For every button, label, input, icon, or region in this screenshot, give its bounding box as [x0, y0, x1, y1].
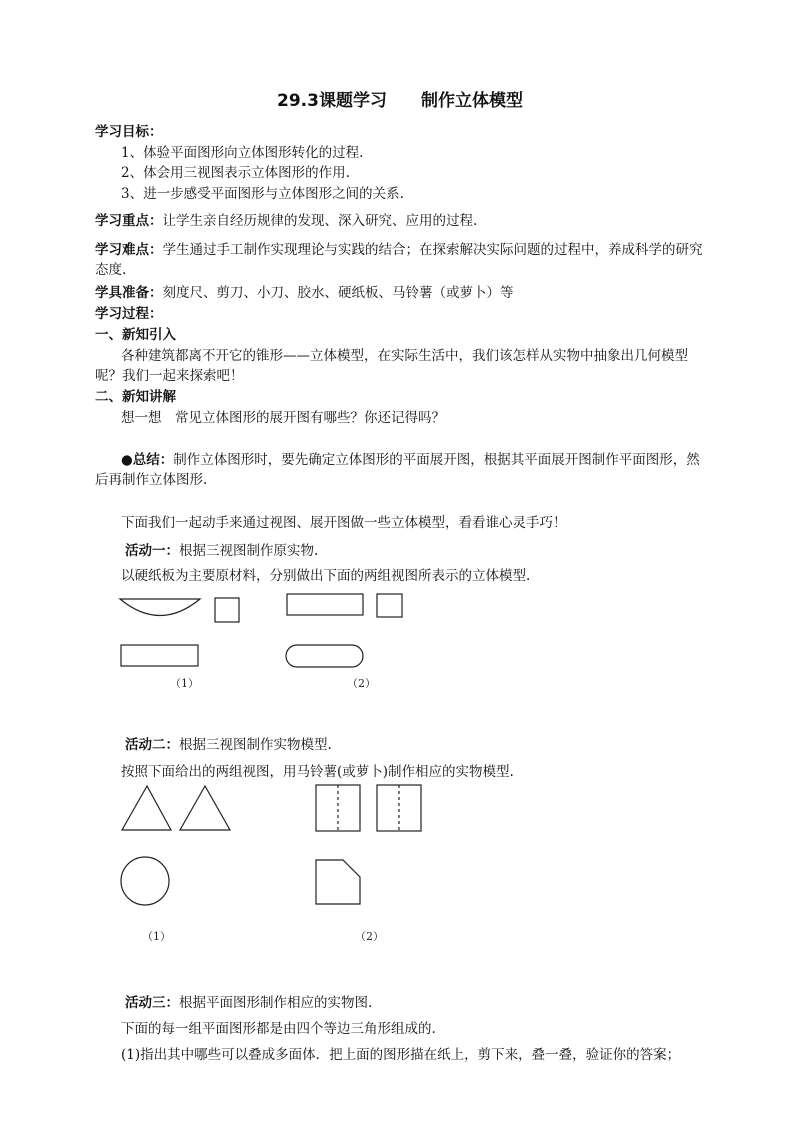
activity3-text: 下面的每一组平面图形都是由四个等边三角形组成的.	[121, 1021, 436, 1037]
summary-text: 制作立体图形时，要先确定立体图形的平面展开图，根据其平面展开图制作平面图形，然后再制作立体图形.	[95, 452, 700, 488]
rectangle-view	[121, 645, 198, 666]
summary-label: ●总结：	[121, 452, 174, 468]
difficulty-label: 学习难点：	[95, 242, 163, 258]
objectives-heading: 学习目标：	[95, 124, 163, 140]
square-view	[377, 594, 402, 617]
activity3-title: 根据平面图形制作相应的实物图.	[179, 995, 373, 1011]
figure-caption: （1）	[170, 677, 199, 690]
objective-item: 3、进一步感受平面图形与立体图形之间的关系.	[121, 186, 404, 202]
key-point-text: 让学生亲自经历规律的发现、深入研究、应用的过程.	[162, 213, 478, 229]
activity2-title: 根据三视图制作实物模型.	[179, 737, 332, 753]
key-point-label: 学习重点：	[95, 213, 163, 229]
rectangle-view	[287, 594, 363, 615]
figure-caption: （1）	[142, 930, 171, 943]
activity2-text: 按照下面给出的两组视图，用马铃薯(或萝卜)制作相应的实物模型.	[121, 764, 514, 780]
cut-corner-view	[316, 860, 360, 904]
process-heading: 学习过程：	[95, 306, 163, 322]
objective-item: 2、体会用三视图表示立体图形的作用.	[121, 165, 350, 181]
activity3-label: 活动三：	[125, 995, 179, 1011]
activities-intro: 下面我们一起动手来通过视图、展开图做一些立体模型，看看谁心灵手巧！	[121, 515, 567, 531]
section2-heading: 二、新知讲解	[95, 389, 176, 405]
figure-caption: （2）	[355, 930, 384, 943]
triangle-view	[122, 786, 171, 830]
section1-text: 各种建筑都离不开它的锥形——立体模型，在实际生活中，我们该怎样从实物中抽象出几何模型呢？我们一起来探索吧！	[95, 348, 688, 384]
section1-heading: 一、新知引入	[95, 327, 176, 343]
triangle-view	[180, 786, 230, 830]
activity2-label: 活动二：	[125, 737, 179, 753]
stadium-view	[286, 645, 363, 667]
square-view	[215, 598, 239, 622]
half-disc-view	[120, 599, 200, 616]
title-sub: 制作立体模型	[420, 91, 523, 111]
activity1-label: 活动一：	[125, 543, 179, 559]
activity1-text: 以硬纸板为主要原材料，分别做出下面的两组视图所表示的立体模型.	[121, 568, 531, 584]
tools-label: 学具准备：	[95, 285, 163, 301]
objective-item: 1、体验平面图形向立体图形转化的过程.	[121, 145, 364, 161]
think-prompt: 想一想 常见立体图形的展开图有哪些？你还记得吗？	[121, 410, 445, 426]
title-main: 29.3课题学习	[277, 91, 387, 111]
activity3-question: (1)指出其中哪些可以叠成多面体．把上面的图形描在纸上，剪下来，叠一叠，验证你的答案；	[121, 1047, 681, 1063]
figure-caption: （2）	[347, 677, 376, 690]
activity1-title: 根据三视图制作原实物.	[179, 543, 319, 559]
difficulty-text: 学生通过手工制作实现理论与实践的结合；在探索解决实际问题的过程中，养成科学的研究态度.	[95, 242, 703, 278]
tools-text: 刻度尺、剪刀、小刀、胶水、硬纸板、马铃薯（或萝卜）等	[162, 285, 514, 301]
circle-view	[121, 857, 169, 905]
